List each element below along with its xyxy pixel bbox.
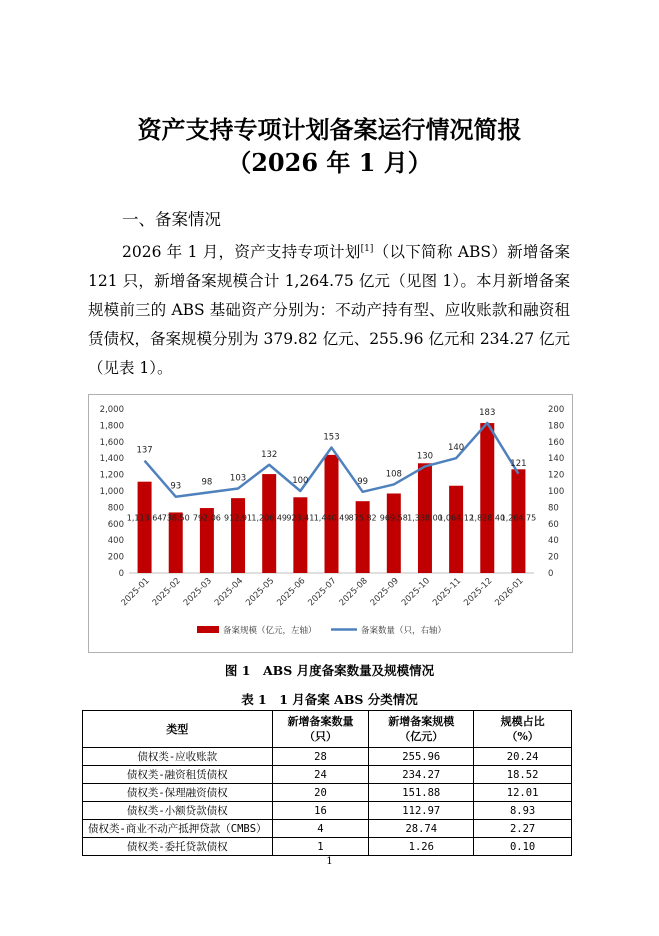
scale-data-label: 792.06 xyxy=(192,513,221,523)
classification-table xyxy=(82,710,572,856)
cell-type: 债权类-应收账款 xyxy=(83,748,273,766)
right-axis-tick-label: 20 xyxy=(548,552,559,563)
count-data-label: 98 xyxy=(201,477,213,488)
scale-data-label: 923.41 xyxy=(286,513,315,523)
cell-count: 16 xyxy=(272,802,369,820)
cell-share: 8.93 xyxy=(474,802,572,820)
left-axis-tick-label: 1,200 xyxy=(99,470,124,481)
left-axis-tick-label: 2,000 xyxy=(99,405,124,415)
x-tick-label: 2025-10 xyxy=(399,576,433,609)
right-axis-tick-label: 40 xyxy=(548,536,559,547)
count-data-label: 140 xyxy=(447,443,465,454)
scale-data-label: 1,440.49 xyxy=(313,513,350,523)
table-row xyxy=(83,802,572,820)
section-heading: 一、备案情况 xyxy=(122,210,221,229)
left-axis-tick-label: 1,600 xyxy=(99,437,124,448)
scale-data-label: 1,206.49 xyxy=(251,513,288,523)
x-tick-label: 2026-01 xyxy=(493,576,526,609)
header-type: 类型 xyxy=(83,711,273,748)
left-axis-tick-label: 200 xyxy=(107,552,124,563)
cell-count: 28 xyxy=(272,748,369,766)
right-axis-tick-label: 200 xyxy=(548,405,565,415)
header-scale-l1: 新增备案规模 xyxy=(388,715,455,728)
left-axis-tick-label: 1,000 xyxy=(99,487,124,497)
table-caption: 表 1 1 月备案 ABS 分类情况 xyxy=(241,692,418,707)
scale-data-label: 1,064.12 xyxy=(438,513,474,523)
figure-1-chart xyxy=(88,394,573,653)
document-subtitle-date: （2026 年 1 月） xyxy=(227,148,432,177)
cell-count: 24 xyxy=(272,766,369,784)
cell-count: 1 xyxy=(272,838,369,856)
cell-scale: 1.26 xyxy=(369,838,474,856)
cell-scale: 151.88 xyxy=(369,784,474,802)
count-data-label: 183 xyxy=(479,407,496,418)
table-row xyxy=(83,784,572,802)
count-data-label: 93 xyxy=(170,481,182,492)
bar xyxy=(387,493,401,573)
header-scale-l2: （亿元） xyxy=(399,730,444,743)
count-data-label: 137 xyxy=(136,445,153,456)
cell-scale: 112.97 xyxy=(369,802,474,820)
footnote-ref[interactable]: [1] xyxy=(360,244,374,254)
right-axis-tick-label: 0 xyxy=(548,569,554,579)
header-scale xyxy=(369,711,474,748)
right-axis-tick-label: 60 xyxy=(548,519,559,530)
bar xyxy=(231,498,245,573)
cell-type: 债权类-融资租赁债权 xyxy=(83,766,273,784)
left-axis-tick-label: 0 xyxy=(118,569,124,579)
scale-data-label: 1,828.40 xyxy=(469,513,506,523)
left-axis-tick-label: 1,800 xyxy=(99,421,124,432)
body-paragraph xyxy=(88,235,570,383)
right-axis-tick-label: 160 xyxy=(548,437,565,448)
chart-svg xyxy=(89,395,572,652)
document-title: 资产支持专项计划备案运行情况简报 xyxy=(137,115,522,144)
header-count xyxy=(272,711,369,748)
bar xyxy=(449,486,463,573)
header-share-l2: （%） xyxy=(506,730,539,743)
right-axis-tick-label: 80 xyxy=(548,503,559,514)
legend-line-label: 备案数量（只，右轴） xyxy=(361,626,447,636)
cell-share: 2.27 xyxy=(474,820,572,838)
cell-scale: 255.96 xyxy=(369,748,474,766)
table-row xyxy=(83,820,572,838)
scale-data-label: 1,338.00 xyxy=(407,513,443,523)
x-tick-label: 2025-09 xyxy=(368,576,401,609)
cell-type: 债权类-委托贷款债权 xyxy=(83,838,273,856)
left-axis-tick-label: 1,400 xyxy=(99,454,124,465)
x-tick-label: 2025-01 xyxy=(119,576,152,609)
table-header-row xyxy=(83,711,572,748)
count-data-label: 100 xyxy=(292,476,309,486)
right-axis-tick-label: 180 xyxy=(548,421,565,432)
scale-data-label: 738.50 xyxy=(161,513,190,523)
scale-data-label: 1,113.64 xyxy=(126,513,163,523)
page-number: 1 xyxy=(326,856,333,867)
x-tick-label: 2025-02 xyxy=(150,576,183,609)
right-axis-tick-label: 140 xyxy=(548,454,565,465)
cell-count: 4 xyxy=(272,820,369,838)
bar xyxy=(480,423,494,573)
cell-type: 债权类-小额贷款债权 xyxy=(83,802,273,820)
right-axis-tick-label: 100 xyxy=(548,487,565,497)
x-tick-label: 2025-12 xyxy=(462,576,495,609)
header-share-l1: 规模占比 xyxy=(500,715,545,728)
cell-share: 0.10 xyxy=(474,838,572,856)
bar xyxy=(138,482,152,573)
x-tick-label: 2025-04 xyxy=(212,576,246,609)
table-row xyxy=(83,838,572,856)
figure-caption: 图 1 ABS 月度备案数量及规模情况 xyxy=(224,663,435,678)
count-data-label: 130 xyxy=(416,451,434,462)
count-data-label: 99 xyxy=(357,476,369,487)
table-row xyxy=(83,766,572,784)
count-data-label: 121 xyxy=(510,458,527,469)
x-tick-label: 2025-03 xyxy=(181,576,215,609)
cell-share: 12.01 xyxy=(474,784,572,802)
left-axis-tick-label: 400 xyxy=(107,536,124,547)
left-axis-tick-label: 600 xyxy=(107,519,124,530)
paragraph-text-1: 2026 年 1 月，资产支持专项计划 xyxy=(122,243,361,262)
cell-share: 20.24 xyxy=(474,748,572,766)
cell-count: 20 xyxy=(272,784,369,802)
scale-data-label: 875.82 xyxy=(348,513,377,523)
count-data-label: 108 xyxy=(385,469,402,480)
x-tick-label: 2025-06 xyxy=(275,576,308,609)
bar xyxy=(356,501,370,573)
count-data-label: 132 xyxy=(261,449,278,460)
bar xyxy=(262,474,276,573)
x-tick-label: 2025-11 xyxy=(431,576,464,609)
x-tick-label: 2025-07 xyxy=(306,576,339,609)
header-count-l2: （只） xyxy=(303,730,337,743)
bar xyxy=(293,497,307,573)
cell-type: 债权类-保理融资债权 xyxy=(83,784,273,802)
table-row xyxy=(83,748,572,766)
x-tick-label: 2025-08 xyxy=(337,576,370,609)
cell-scale: 234.27 xyxy=(369,766,474,784)
left-axis-tick-label: 800 xyxy=(107,503,124,514)
cell-scale: 28.74 xyxy=(369,820,474,838)
header-share xyxy=(474,711,572,748)
count-data-label: 153 xyxy=(323,432,340,443)
cell-type: 债权类-商业不动产抵押贷款（CMBS） xyxy=(83,820,273,838)
paragraph-text-2: （以下简称 ABS）新增备案 121 只，新增备案规模合计 1,264.75 亿元（见图 1）。本月新增备案规模前三的 ABS 基础资产分别为：不动产持有型、应收账款和融资租赁债权，备案规模分别为 379.82 亿元、255.96 亿元和 234.27 亿元（见表 1）。 xyxy=(88,243,570,378)
legend-bar-swatch xyxy=(197,626,219,633)
scale-data-label: 912.91 xyxy=(224,513,253,523)
x-tick-label: 2025-05 xyxy=(244,576,277,609)
count-data-label: 103 xyxy=(229,473,247,484)
scale-data-label: 1,264.75 xyxy=(500,513,537,523)
right-axis-tick-label: 120 xyxy=(548,470,565,481)
cell-share: 18.52 xyxy=(474,766,572,784)
scale-data-label: 969.58 xyxy=(379,513,408,523)
legend-bar-label: 备案规模（亿元，左轴） xyxy=(223,626,317,636)
header-count-l1: 新增备案数量 xyxy=(287,715,354,728)
